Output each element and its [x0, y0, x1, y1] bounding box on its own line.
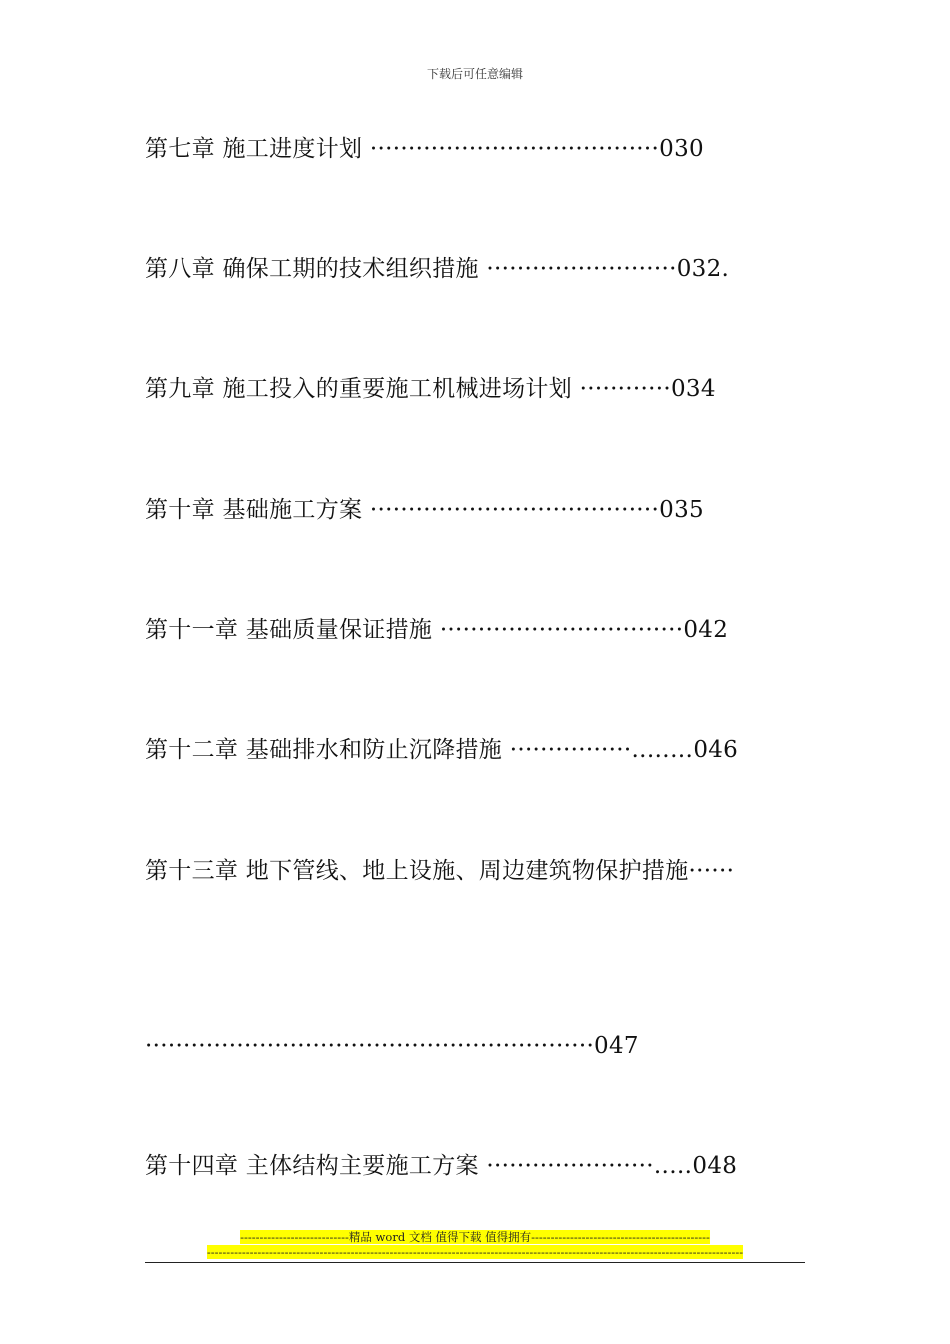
- toc-entry-chapter-8[interactable]: 第八章 确保工期的技术组织措施 ·························032.: [145, 256, 730, 282]
- footer-banner-line-1: [0, 1230, 950, 1244]
- footer-divider: [145, 1262, 805, 1263]
- page-header: 下载后可任意编辑: [426, 67, 523, 81]
- footer-banner-line-2: [0, 1245, 950, 1259]
- toc-entry-chapter-12[interactable]: 第十二章 基础排水和防止沉降措施 ················..……046: [145, 737, 739, 763]
- footer-banner-dashes: ------------------------------------------------------------------------------------------------------------------------------------------: [206, 1245, 744, 1259]
- footer-banner-text: ----------------------------精品 word 文档 值得下载 值得拥有----------------------------------------------: [240, 1230, 710, 1244]
- toc-entry-chapter-10[interactable]: 第十章 基础施工方案 ······································035: [145, 497, 704, 523]
- toc-entry-chapter-14[interactable]: 第十四章 主体结构主要施工方案 ······················..…048: [145, 1153, 738, 1179]
- toc-entry-chapter-7[interactable]: 第七章 施工进度计划 ······································030: [145, 136, 704, 162]
- toc-entry-chapter-11[interactable]: 第十一章 基础质量保证措施 ································042: [145, 617, 729, 643]
- toc-entry-chapter-13[interactable]: 第十三章 地下管线、地上设施、周边建筑物保护措施······: [145, 858, 735, 884]
- toc-entry-chapter-13-continuation[interactable]: ···························································047: [145, 1033, 639, 1059]
- toc-entry-chapter-9[interactable]: 第九章 施工投入的重要施工机械进场计划 ············034: [145, 376, 716, 402]
